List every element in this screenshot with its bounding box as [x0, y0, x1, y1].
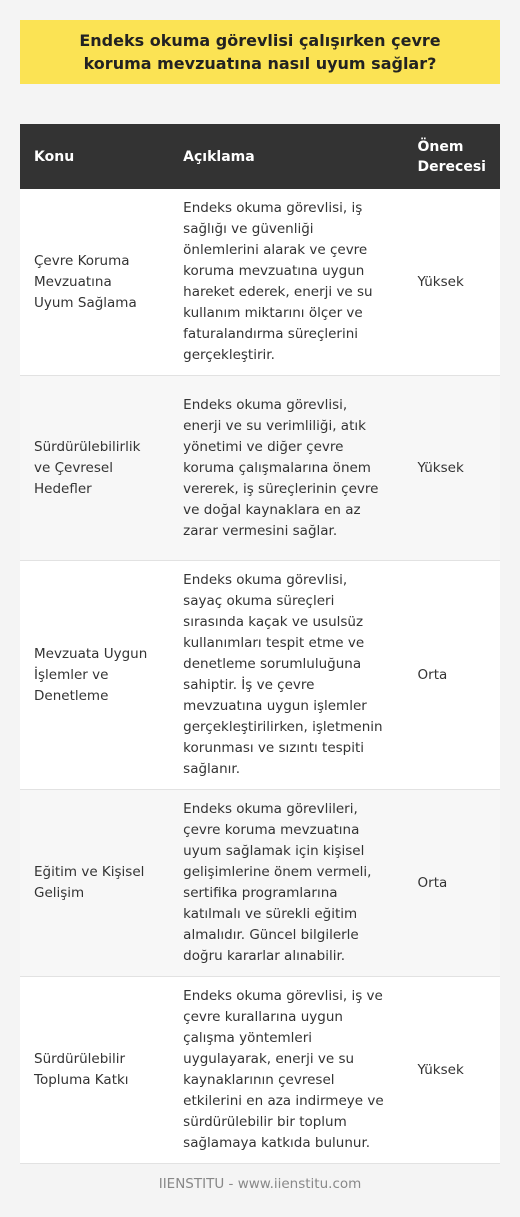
table-row — [20, 376, 500, 561]
page-title: Endeks okuma görevlisi çalışırken çevre koruma mevzuatına nasıl uyum sağlar? — [79, 31, 441, 73]
table-header-row — [20, 124, 500, 189]
table-row — [20, 189, 500, 376]
row-description: Endeks okuma görevlisi, iş sağlığı ve güvenliği önlemlerini alarak ve çevre koruma mevzuatına uygun hareket ederek, enerji ve su kullanım miktarını ölçer ve faturalandırma süreçlerini gerçekleştirir. — [169, 189, 403, 376]
row-topic: Sürdürülebilir Topluma Katkı — [20, 977, 169, 1164]
row-description: Endeks okuma görevlisi, enerji ve su verimliliği, atık yönetimi ve diğer çevre koruma çalışmalarına önem vererek, iş süreçlerinin çevre ve doğal kaynaklara en az zarar vermesini sağlar. — [169, 376, 403, 561]
header-topic: Konu — [20, 124, 169, 189]
row-description: Endeks okuma görevlisi, sayaç okuma süreçleri sırasında kaçak ve usulsüz kullanımları tespit etme ve denetleme sorumluluğuna sahiptir. İş ve çevre mevzuatına uygun işlemler gerçekleştirilirken, işletmenin korunması ve sızıntı tespiti sağlanır. — [169, 561, 403, 790]
row-topic: Çevre Koruma Mevzuatına Uyum Sağlama — [20, 189, 169, 376]
info-table — [20, 124, 500, 1164]
footer-credit: IIENSTITU - www.iienstitu.com — [158, 1176, 362, 1192]
row-topic: Sürdürülebilirlik ve Çevresel Hedefler — [20, 376, 169, 561]
row-importance: Yüksek — [404, 977, 500, 1164]
row-importance: Orta — [404, 790, 500, 977]
row-description: Endeks okuma görevlileri, çevre koruma mevzuatına uyum sağlamak için kişisel gelişimlerine önem vermeli, sertifika programlarına katılmalı ve sürekli eğitim almalıdır. Güncel bilgilerle doğru kararlar alınabilir. — [169, 790, 403, 977]
table-row — [20, 790, 500, 977]
header-description: Açıklama — [169, 124, 403, 189]
table-row — [20, 561, 500, 790]
row-importance: Yüksek — [404, 189, 500, 376]
table-row — [20, 977, 500, 1164]
header-importance: Önem Derecesi — [404, 124, 500, 189]
row-importance: Orta — [404, 561, 500, 790]
row-importance: Yüksek — [404, 376, 500, 561]
row-description: Endeks okuma görevlisi, iş ve çevre kurallarına uygun çalışma yöntemleri uygulayarak, enerji ve su kaynaklarının çevresel etkilerini en aza indirmeye ve sürdürülebilir bir toplum sağlamaya katkıda bulunur. — [169, 977, 403, 1164]
title-banner — [20, 20, 500, 84]
row-topic: Eğitim ve Kişisel Gelişim — [20, 790, 169, 977]
row-topic: Mevzuata Uygun İşlemler ve Denetleme — [20, 561, 169, 790]
